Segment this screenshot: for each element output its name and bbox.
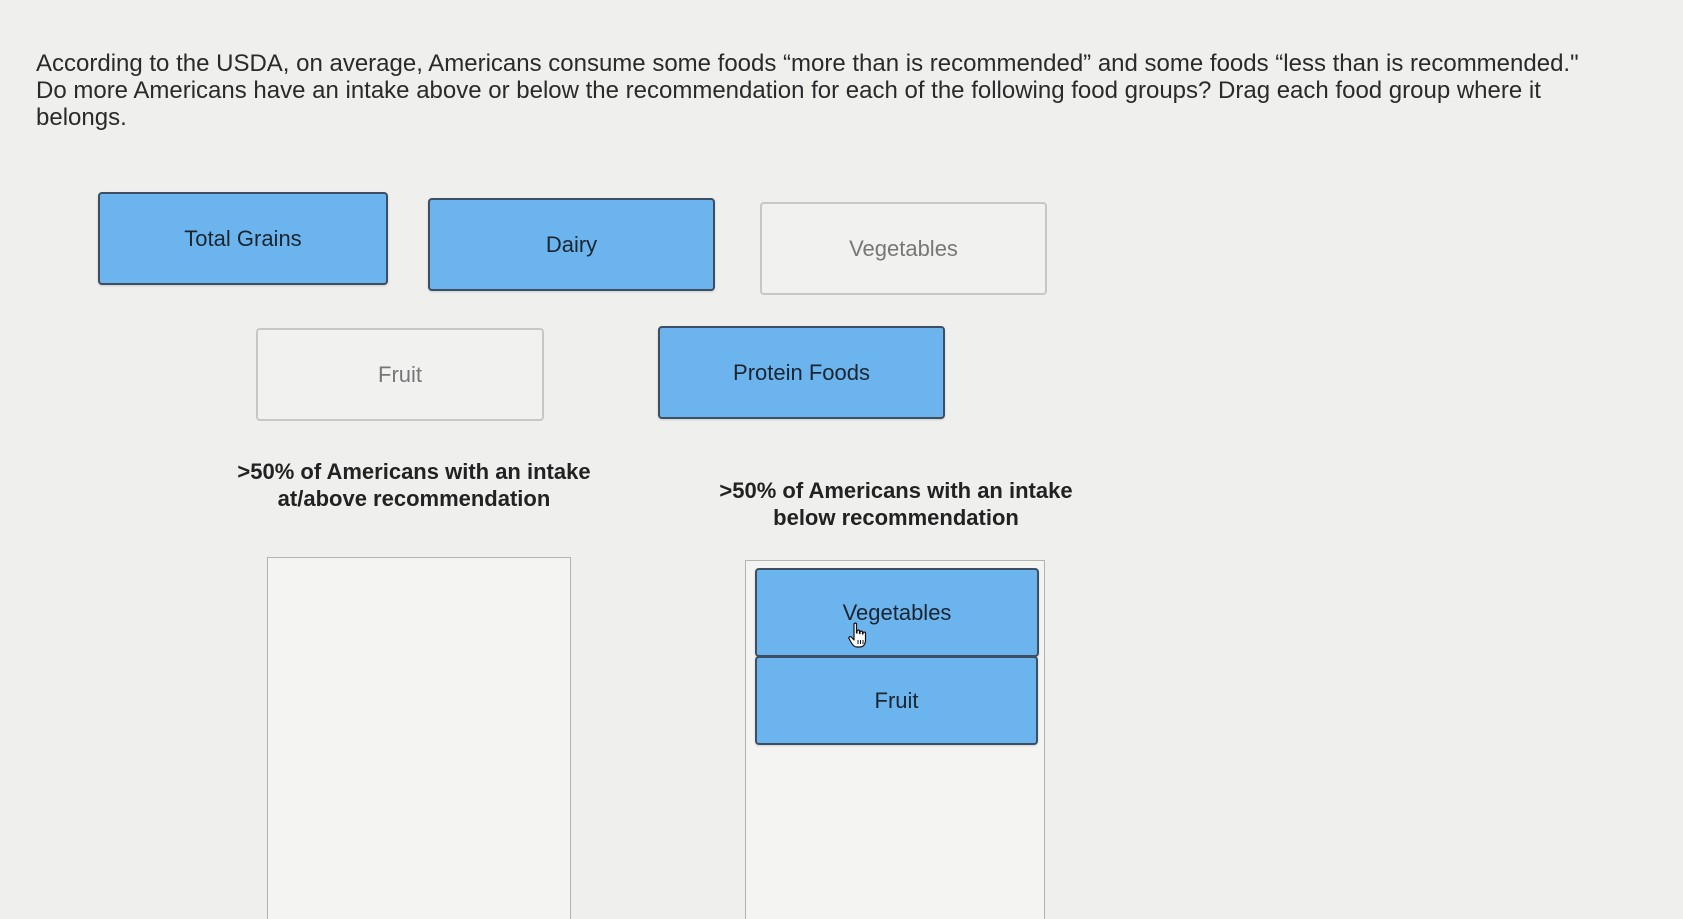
chip-label: Protein Foods bbox=[733, 359, 870, 385]
chip-slot-label: Fruit bbox=[378, 361, 422, 387]
dropped-chip-vegetables[interactable] bbox=[755, 568, 1039, 657]
question-text: According to the USDA, on average, Americans consume some foods “more than is recommended” and some foods “less than is recommended." Do more Americans have an intake above or below the recommendation for each of the following food groups? Drag each food group where it belongs. bbox=[36, 50, 1579, 131]
chip-slot-label: Vegetables bbox=[849, 235, 958, 261]
chip-dairy[interactable] bbox=[428, 198, 715, 291]
chip-label: Dairy bbox=[545, 231, 598, 257]
chip-slot-fruit bbox=[256, 328, 544, 421]
drop-zone-above[interactable] bbox=[267, 557, 571, 919]
zone-label-above: >50% of Americans with an intake at/above recommendation bbox=[237, 459, 591, 511]
chip-slot-vegetables bbox=[760, 202, 1047, 295]
chip-total-grains[interactable] bbox=[98, 192, 388, 285]
chip-label: Total Grains bbox=[184, 225, 302, 251]
dropped-chip-fruit[interactable] bbox=[755, 656, 1038, 745]
zone-label-below: >50% of Americans with an intake below recommendation bbox=[719, 478, 1073, 530]
chip-protein-foods[interactable] bbox=[658, 326, 945, 419]
hand-pointer-icon bbox=[848, 622, 870, 650]
chip-label: Fruit bbox=[874, 687, 919, 713]
chip-label: Vegetables bbox=[842, 599, 952, 625]
